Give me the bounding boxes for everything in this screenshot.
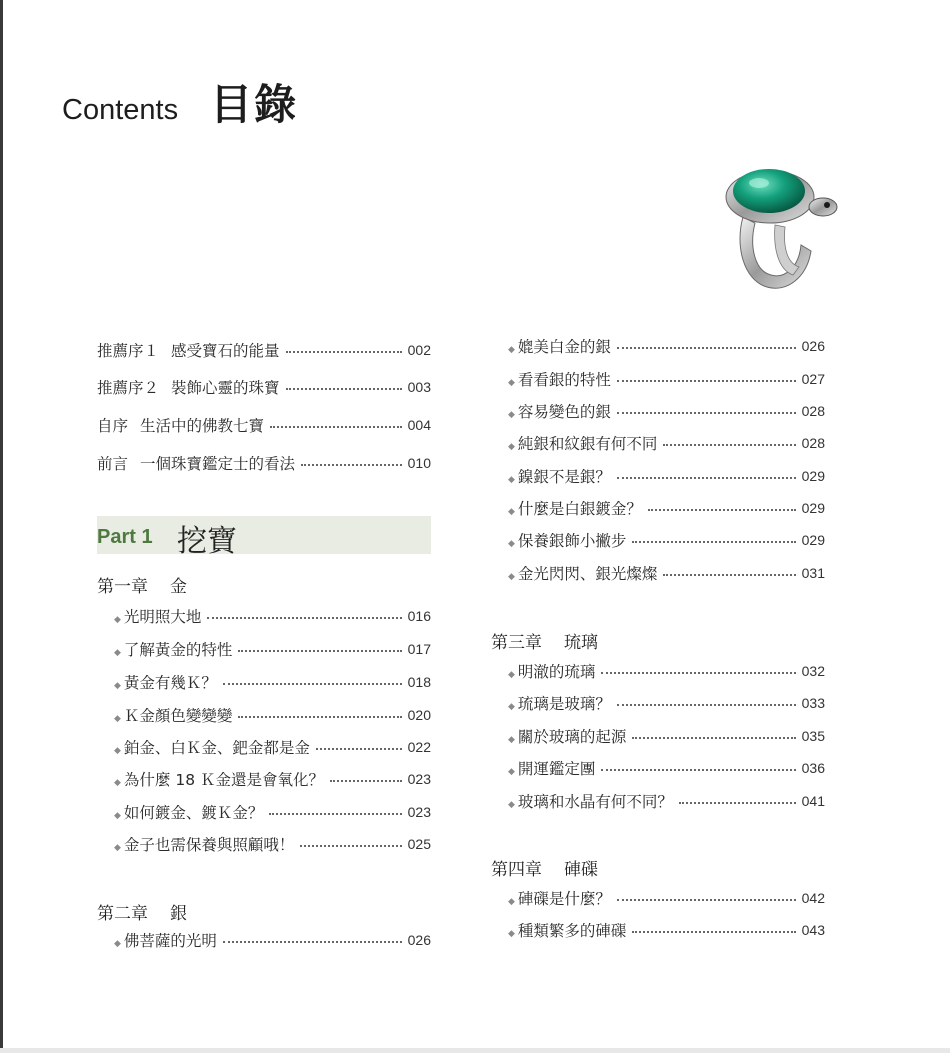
page-title — [62, 72, 298, 132]
toc-entry[interactable] — [508, 367, 825, 391]
toc-entry[interactable] — [508, 724, 825, 748]
page-number: 018 — [407, 674, 431, 690]
entry-title: 黃金有幾Ｋ？ — [123, 674, 217, 692]
title-english: Contents — [62, 94, 179, 126]
entry-title: 金子也需保養與照顧哦！ — [123, 836, 295, 854]
page-number: 035 — [801, 728, 825, 744]
dot-leader — [601, 769, 795, 771]
diamond-bullet-icon: ◆ — [508, 475, 515, 485]
page-number: 028 — [801, 403, 825, 419]
diamond-bullet-icon: ◆ — [114, 778, 121, 788]
diamond-bullet-icon: ◆ — [508, 897, 515, 907]
chapter-heading-2[interactable] — [97, 899, 187, 924]
page-number: 028 — [801, 435, 825, 451]
diamond-bullet-icon: ◆ — [114, 648, 121, 658]
page-number: 023 — [407, 771, 431, 787]
entry-title: Ｋ金顏色變變變 — [123, 707, 233, 725]
preface-label: 自序 — [97, 417, 129, 435]
dot-leader — [238, 650, 401, 652]
entry-title: 光明照大地 — [123, 608, 202, 626]
dot-leader — [617, 477, 796, 479]
page-number: 027 — [801, 371, 825, 387]
chapter-heading-3[interactable] — [491, 628, 598, 653]
entry-title: 了解黃金的特性 — [123, 641, 233, 659]
diamond-bullet-icon: ◆ — [114, 615, 121, 625]
chapter-name: 硨磲 — [564, 860, 598, 880]
entry-title: 純銀和紋銀有何不同 — [517, 435, 658, 453]
entry-title: 看看銀的特性 — [517, 371, 611, 389]
chapter-label: 第二章 — [97, 904, 148, 924]
toc-entry[interactable] — [114, 604, 431, 628]
page-number: 043 — [801, 922, 825, 938]
part-label: Part 1 — [97, 526, 153, 548]
dot-leader — [632, 541, 795, 543]
page-number: 032 — [801, 663, 825, 679]
entry-title: 琉璃是玻璃？ — [517, 695, 611, 713]
toc-entry[interactable] — [508, 691, 825, 715]
diamond-bullet-icon: ◆ — [114, 714, 121, 724]
toc-entry[interactable] — [114, 832, 431, 856]
chapter-label: 第四章 — [491, 860, 542, 880]
page-number: 003 — [407, 379, 431, 395]
diamond-bullet-icon: ◆ — [114, 939, 121, 949]
preface-title: 裝飾心靈的珠寶 — [171, 379, 280, 397]
toc-entry[interactable] — [508, 528, 825, 552]
diamond-bullet-icon: ◆ — [114, 746, 121, 756]
diamond-bullet-icon: ◆ — [508, 410, 515, 420]
page-number: 002 — [407, 342, 431, 358]
chapter-name: 琉璃 — [564, 633, 598, 653]
preface-label: 前言 — [97, 455, 129, 473]
page-number: 022 — [407, 739, 431, 755]
toc-entry[interactable] — [114, 703, 431, 727]
page-number: 031 — [801, 565, 825, 581]
toc-entry[interactable] — [508, 886, 825, 910]
entry-title: 鎳銀不是銀？ — [517, 468, 611, 486]
dot-leader — [286, 388, 402, 390]
toc-entry[interactable] — [114, 767, 431, 791]
diamond-bullet-icon: ◆ — [508, 929, 515, 939]
page-number: 029 — [801, 532, 825, 548]
dot-leader — [617, 380, 796, 382]
dot-leader — [286, 351, 402, 353]
toc-entry[interactable] — [508, 334, 825, 358]
entry-title: 佛菩薩的光明 — [123, 932, 217, 950]
part-banner — [97, 516, 431, 559]
page-number: 020 — [407, 707, 431, 723]
diamond-bullet-icon: ◆ — [114, 681, 121, 691]
dot-leader — [617, 347, 796, 349]
dot-leader — [663, 444, 795, 446]
entry-title: 什麼是白銀鍍金？ — [517, 500, 642, 518]
toc-entry-preface-1[interactable] — [97, 338, 431, 362]
dot-leader — [617, 412, 796, 414]
entry-title: 種類繁多的硨磲 — [517, 922, 627, 940]
toc-entry[interactable] — [508, 561, 825, 585]
page-number: 010 — [407, 455, 431, 471]
entry-title: 玻璃和水晶有何不同？ — [517, 793, 673, 811]
diamond-bullet-icon: ◆ — [508, 378, 515, 388]
toc-entry-author-preface[interactable] — [97, 413, 431, 437]
diamond-bullet-icon: ◆ — [508, 507, 515, 517]
dot-leader — [269, 813, 401, 815]
dot-leader — [648, 509, 796, 511]
dot-leader — [601, 672, 795, 674]
emerald-turtle-ring-icon — [715, 155, 845, 295]
decorative-dotted-line — [116, 276, 826, 284]
dot-leader — [223, 683, 402, 685]
diamond-bullet-icon: ◆ — [508, 702, 515, 712]
entry-title: 如何鍍金、鍍Ｋ金？ — [123, 804, 264, 822]
entry-title: 容易變色的銀 — [517, 403, 611, 421]
page-number: 033 — [801, 695, 825, 711]
dot-leader — [223, 941, 402, 943]
toc-entry[interactable] — [508, 431, 825, 455]
dot-leader — [679, 802, 796, 804]
entry-title: 金光閃閃、銀光燦燦 — [517, 565, 658, 583]
toc-entry[interactable] — [114, 735, 431, 759]
entry-title: 為什麼 18 Ｋ金還是會氧化？ — [123, 771, 324, 789]
diamond-bullet-icon: ◆ — [508, 442, 515, 452]
page-number: 017 — [407, 641, 431, 657]
dot-leader — [316, 748, 402, 750]
entry-title: 開運鑑定團 — [517, 760, 596, 778]
page-number: 036 — [801, 760, 825, 776]
preface-label: 推薦序１ — [97, 342, 160, 360]
dot-leader — [663, 574, 795, 576]
chapter-name: 金 — [170, 577, 187, 597]
chapter-name: 銀 — [170, 904, 187, 924]
dot-leader — [632, 931, 795, 933]
chapter-label: 第一章 — [97, 577, 148, 597]
toc-entry[interactable] — [508, 399, 825, 423]
page-number: 026 — [407, 932, 431, 948]
toc-entry[interactable] — [114, 637, 431, 661]
dot-leader — [270, 426, 402, 428]
dot-leader — [301, 464, 402, 466]
page-number: 042 — [801, 890, 825, 906]
entry-title: 硨磲是什麼？ — [517, 890, 611, 908]
toc-entry[interactable] — [508, 918, 825, 942]
toc-entry[interactable] — [508, 756, 825, 780]
toc-entry[interactable] — [114, 670, 431, 694]
page-number: 023 — [407, 804, 431, 820]
diamond-bullet-icon: ◆ — [508, 800, 515, 810]
entry-title: 關於玻璃的起源 — [517, 728, 627, 746]
entry-title: 保養銀飾小撇步 — [517, 532, 627, 550]
diamond-bullet-icon: ◆ — [508, 670, 515, 680]
title-chinese: 目錄 — [210, 80, 299, 129]
chapter-heading-4[interactable] — [491, 855, 598, 880]
toc-entry-foreword[interactable] — [97, 451, 431, 475]
diamond-bullet-icon: ◆ — [508, 572, 515, 582]
page-edge-bottom — [0, 1048, 950, 1053]
dot-leader — [300, 845, 401, 847]
diamond-bullet-icon: ◆ — [508, 767, 515, 777]
toc-entry[interactable] — [508, 496, 825, 520]
diamond-bullet-icon: ◆ — [508, 345, 515, 355]
page-number: 004 — [407, 417, 431, 433]
diamond-bullet-icon: ◆ — [508, 735, 515, 745]
part-title: 挖寶 — [177, 524, 237, 559]
preface-title: 生活中的佛教七寶 — [140, 417, 265, 435]
preface-title: 一個珠寶鑑定士的看法 — [140, 455, 296, 473]
toc-entry[interactable] — [114, 800, 431, 824]
chapter-heading-1[interactable] — [97, 572, 187, 597]
page-number: 026 — [801, 338, 825, 354]
diamond-bullet-icon: ◆ — [114, 843, 121, 853]
dot-leader — [207, 617, 401, 619]
dot-leader — [238, 716, 401, 718]
page-number: 029 — [801, 468, 825, 484]
diamond-bullet-icon: ◆ — [114, 811, 121, 821]
diamond-bullet-icon: ◆ — [508, 539, 515, 549]
page-edge-left — [0, 0, 3, 1053]
page-number: 029 — [801, 500, 825, 516]
page-number: 025 — [407, 836, 431, 852]
entry-title: 鉑金、白Ｋ金、鈀金都是金 — [123, 739, 310, 757]
toc-entry[interactable] — [508, 789, 825, 813]
toc-entry[interactable] — [508, 464, 825, 488]
entry-title: 明澈的琉璃 — [517, 663, 596, 681]
dot-leader — [617, 704, 796, 706]
preface-label: 推薦序２ — [97, 379, 160, 397]
dot-leader — [330, 780, 402, 782]
page-number: 016 — [407, 608, 431, 624]
preface-title: 感受寶石的能量 — [171, 342, 280, 360]
toc-entry[interactable] — [508, 659, 825, 683]
toc-entry-preface-2[interactable] — [97, 375, 431, 399]
dot-leader — [617, 899, 796, 901]
dot-leader — [632, 737, 795, 739]
chapter-label: 第三章 — [491, 633, 542, 653]
page-number: 041 — [801, 793, 825, 809]
entry-title: 媲美白金的銀 — [517, 338, 611, 356]
toc-entry[interactable] — [114, 928, 431, 952]
